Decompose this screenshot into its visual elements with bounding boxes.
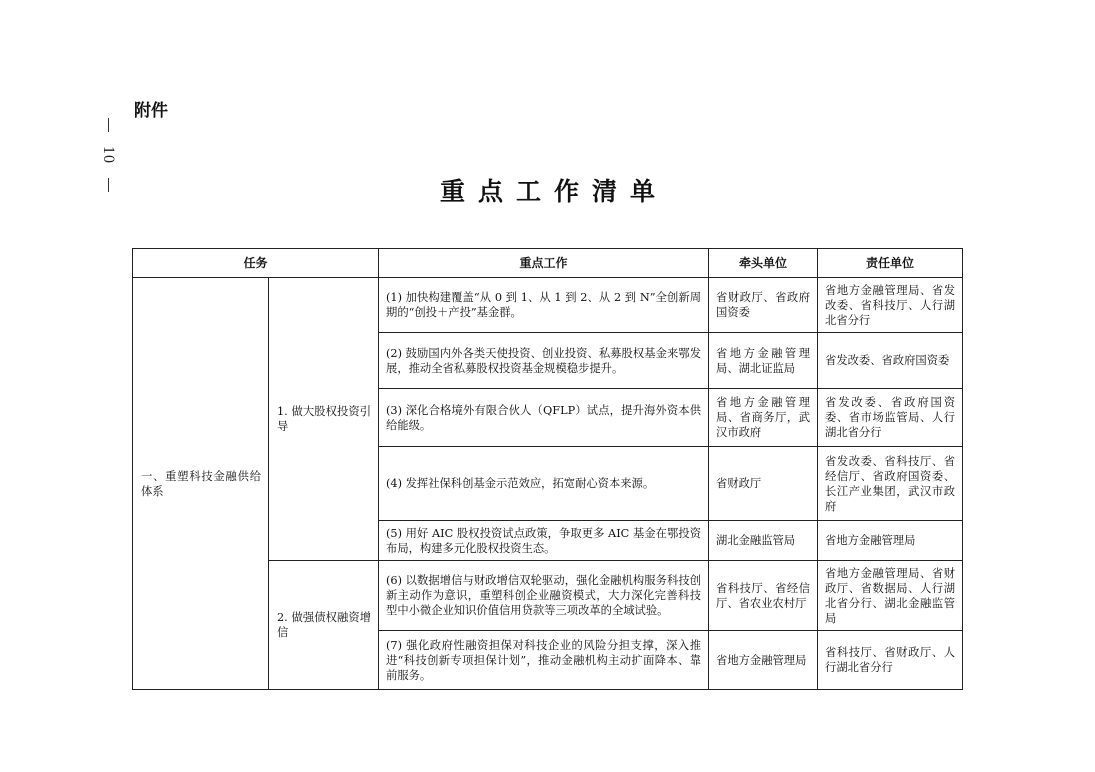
attachment-label: 附件 <box>134 101 168 121</box>
work-cell: (3) 深化合格境外有限合伙人（QFLP）试点，提升海外资本供给能级。 <box>379 389 709 447</box>
lead-unit-cell: 省科技厅、省经信厅、省农业农村厅 <box>709 561 818 631</box>
page-title: 重点工作清单 <box>439 177 668 206</box>
lead-unit-cell: 省地方金融管理局 <box>709 631 818 690</box>
work-cell: (4) 发挥社保科创基金示范效应，拓宽耐心资本来源。 <box>379 447 709 521</box>
header-task: 任务 <box>133 249 379 278</box>
lead-unit-cell: 省财政厅、省政府国资委 <box>709 278 818 333</box>
responsible-unit-cell: 省发改委、省政府国资委、省市场监管局、人行湖北省分行 <box>818 389 963 447</box>
responsible-unit-cell: 省科技厅、省财政厅、人行湖北省分行 <box>818 631 963 690</box>
work-cell: (2) 鼓励国内外各类天使投资、创业投资、私募股权基金来鄂发展，推动全省私募股权投资基金规模稳步提升。 <box>379 333 709 389</box>
responsible-unit-cell: 省地方金融管理局、省发改委、省科技厅、人行湖北省分行 <box>818 278 963 333</box>
lead-unit-cell: 省地方金融管理局、省商务厅，武汉市政府 <box>709 389 818 447</box>
task-group-cell: 1. 做大股权投资引导 <box>269 278 379 561</box>
lead-unit-cell: 省地方金融管理局、湖北证监局 <box>709 333 818 389</box>
task-group-cell: 2. 做强债权融资增信 <box>269 561 379 690</box>
work-cell: (6) 以数据增信与财政增信双轮驱动，强化金融机构服务科技创新主动作为意识，重塑科创企业融资模式，大力深化完善科技型中小微企业知识价值信用贷款等三项改革的全域试验。 <box>379 561 709 631</box>
work-cell: (1) 加快构建覆盖“从 0 到 1、从 1 到 2、从 2 到 N”全创新周期的“创投＋产投”基金群。 <box>379 278 709 333</box>
responsible-unit-cell: 省发改委、省科技厅、省经信厅、省政府国资委、长江产业集团，武汉市政府 <box>818 447 963 521</box>
work-cell: (5) 用好 AIC 股权投资试点政策，争取更多 AIC 基金在鄂投资布局，构建多元化股权投资生态。 <box>379 521 709 561</box>
page-number-dash-top <box>108 118 109 132</box>
header-key-work: 重点工作 <box>379 249 709 278</box>
header-lead-unit: 牵头单位 <box>709 249 818 278</box>
lead-unit-cell: 省财政厅 <box>709 447 818 521</box>
table-row <box>133 278 963 333</box>
lead-unit-cell: 湖北金融监管局 <box>709 521 818 561</box>
page-number-value: 10 <box>100 146 117 164</box>
responsible-unit-cell: 省发改委、省政府国资委 <box>818 333 963 389</box>
header-responsible-unit: 责任单位 <box>818 249 963 278</box>
responsible-unit-cell: 省地方金融管理局 <box>818 521 963 561</box>
table-header-row <box>133 249 963 278</box>
responsible-unit-cell: 省地方金融管理局、省财政厅、省数据局、人行湖北省分行、湖北金融监管局 <box>818 561 963 631</box>
work-cell: (7) 强化政府性融资担保对科技企业的风险分担支撑，深入推进“科技创新专项担保计划”，推动金融机构主动扩面降本、靠前服务。 <box>379 631 709 690</box>
key-work-table <box>132 248 963 690</box>
task-level1-cell: 一、重塑科技金融供给体系 <box>133 278 269 690</box>
